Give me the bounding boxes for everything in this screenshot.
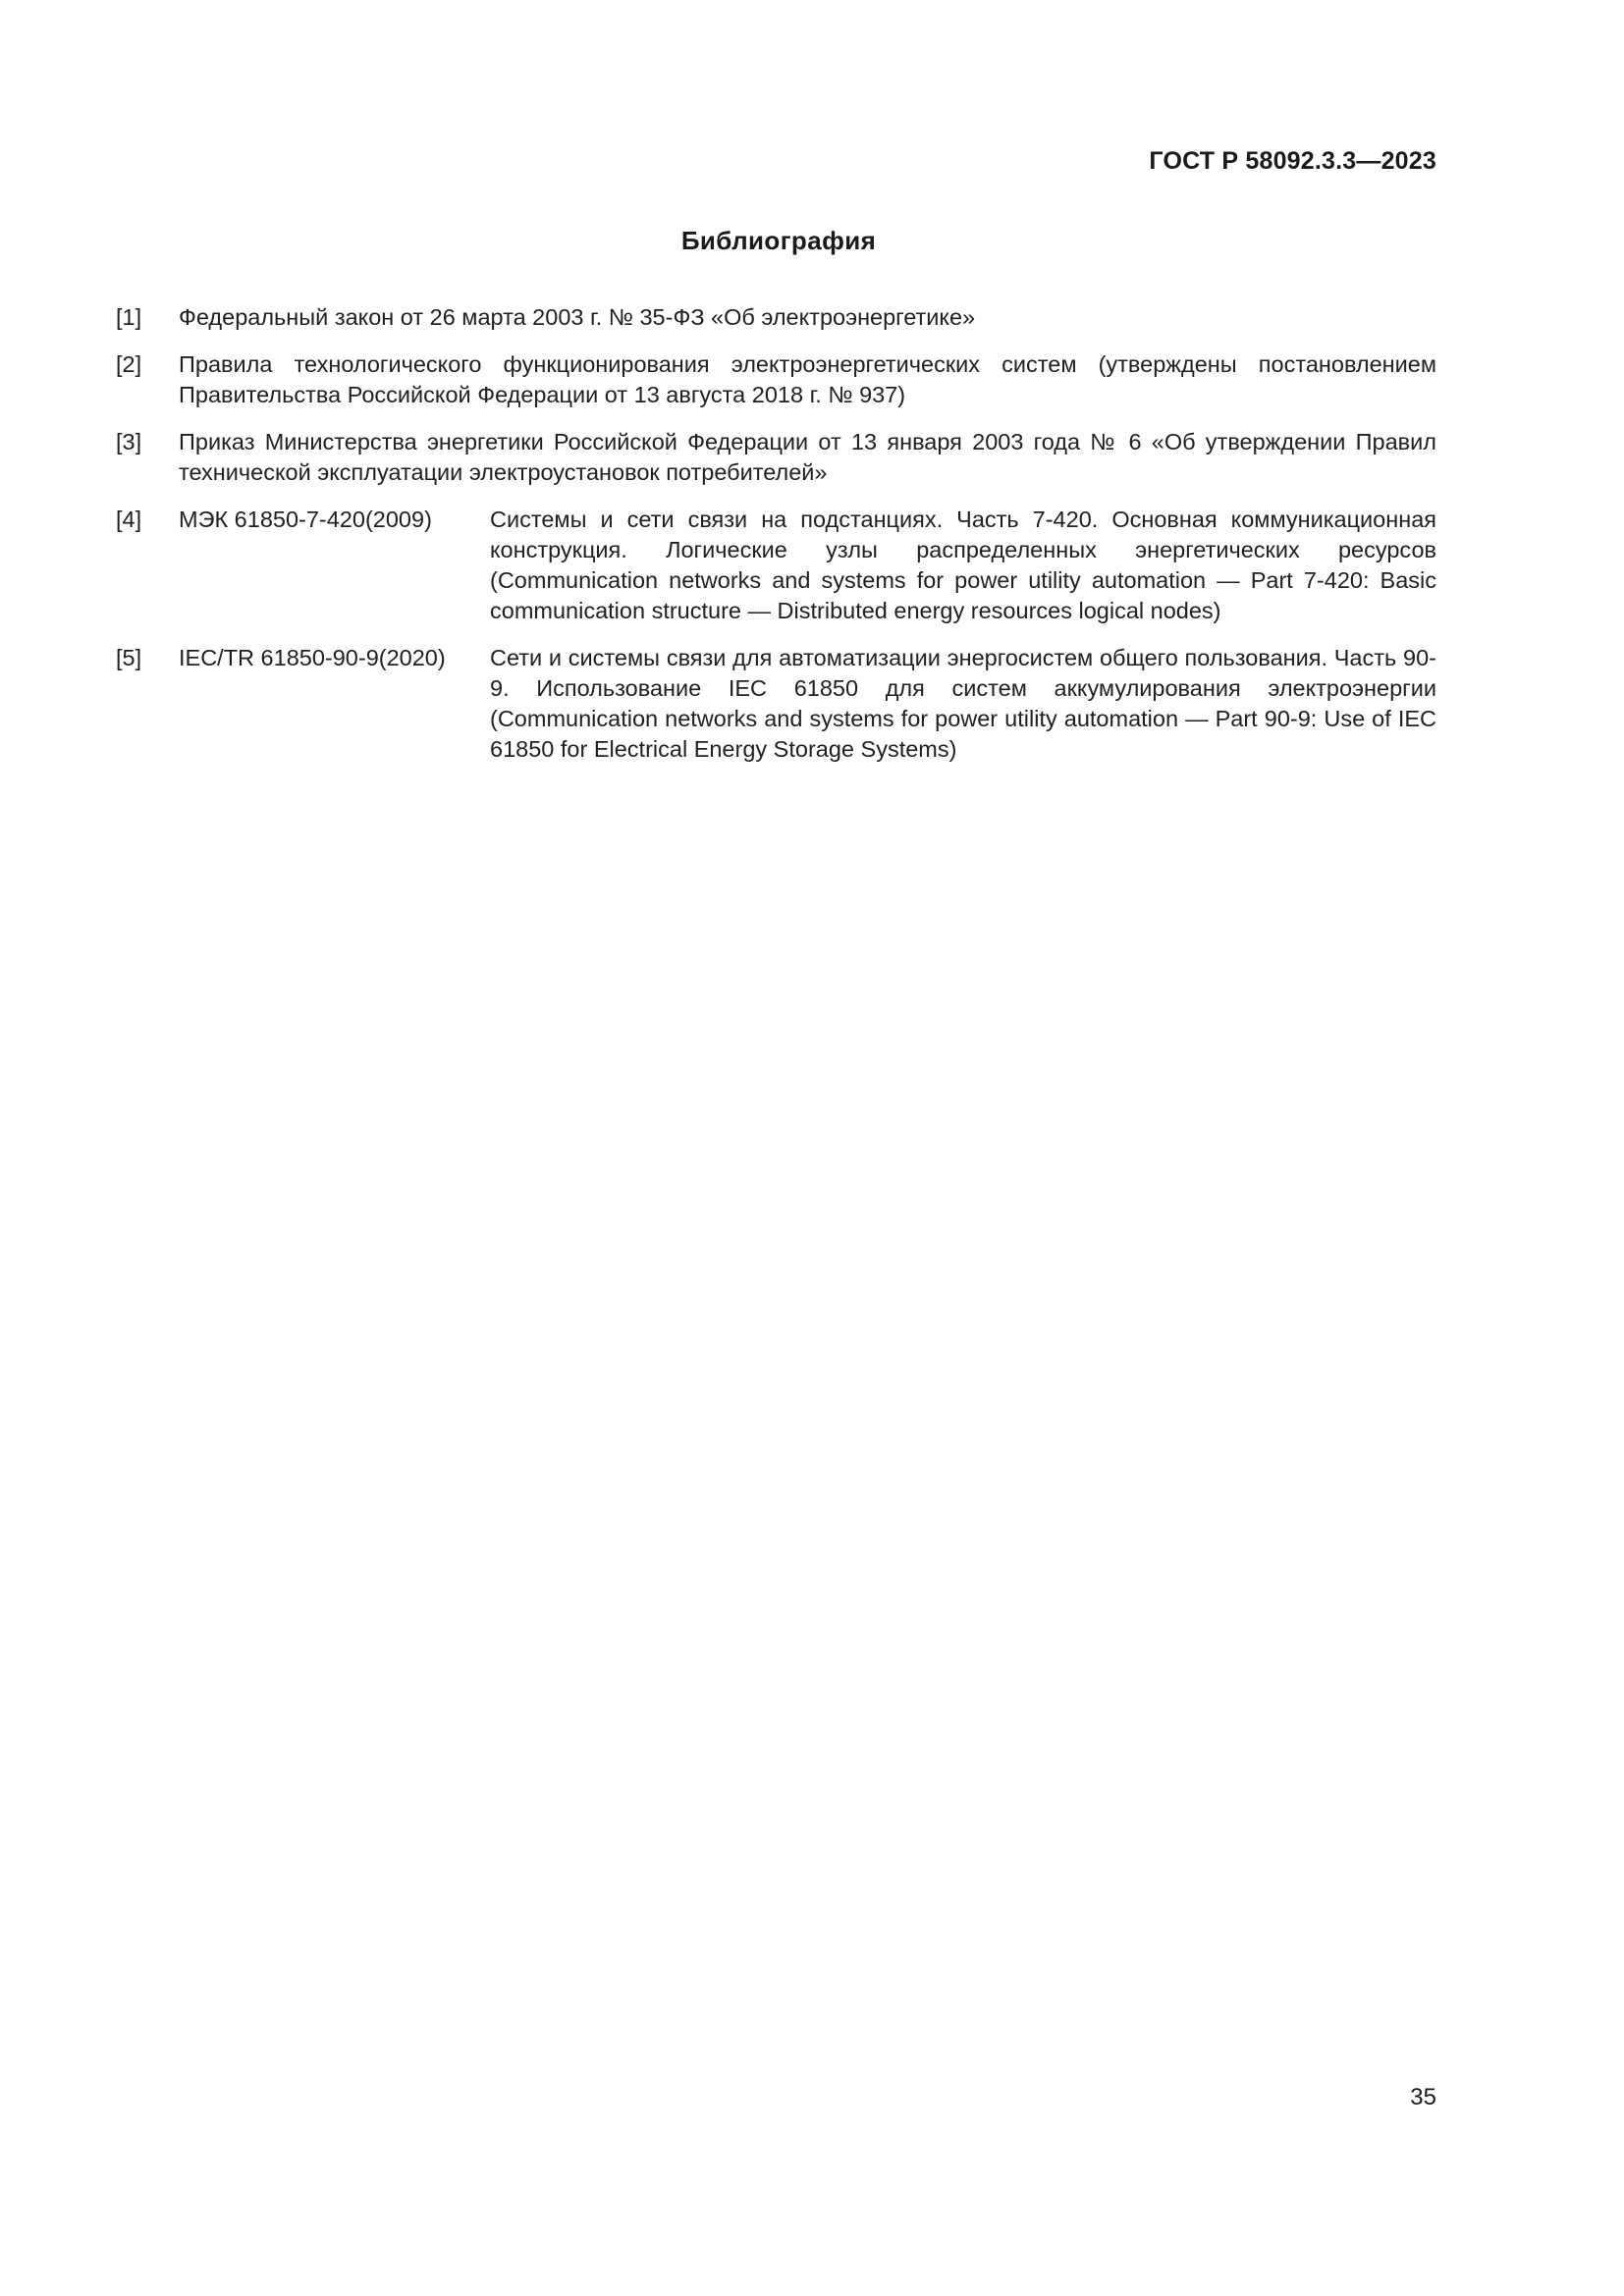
bibliography-list — [116, 302, 1436, 781]
reference-text: Приказ Министерства энергетики Российской Федерации от 13 января 2003 года № 6 «Об утверждении Правил технической эксплуатации электроустановок потребителей» — [179, 429, 1436, 485]
bibliography-item — [116, 643, 1436, 765]
bibliography-item — [116, 505, 1436, 626]
reference-text: Правила технологического функционирования электроэнергетических систем (утверждены постановлением Правительства Российской Федерации от 13 августа 2018 г. № 937) — [179, 351, 1436, 407]
reference-number: [4] — [116, 507, 142, 532]
bibliography-item — [116, 349, 1436, 410]
reference-number: [3] — [116, 429, 142, 454]
standard-code: МЭК 61850-7-420(2009) — [179, 507, 432, 532]
document-code: ГОСТ Р 58092.3.3—2023 — [1149, 147, 1436, 175]
page-title: Библиография — [680, 226, 877, 255]
reference-number: [5] — [116, 645, 142, 670]
bibliography-item — [116, 302, 1436, 333]
bibliography-item — [116, 427, 1436, 488]
reference-text: Федеральный закон от 26 марта 2003 г. № 35-ФЗ «Об электроэнергетике» — [179, 304, 976, 330]
reference-text: Сети и системы связи для автоматизации энергосистем общего пользования. Часть 90-9. Использование IEC 61850 для систем аккумулирования электроэнергии (Communication networks and systems for power utility automation — Part 90-9: Use of IEC 61850 for Electrical Energy Storage Systems) — [490, 645, 1436, 762]
reference-number: [1] — [116, 304, 142, 330]
reference-text: Системы и сети связи на подстанциях. Часть 7-420. Основная коммуникационная конструкция. Логические узлы распределенных энергетических ресурсов (Communication networks and systems for power utility automation — Part 7-420: Basic communication structure — Distributed energy resources logical nodes) — [490, 507, 1436, 623]
standard-code: IEC/TR 61850-90-9(2020) — [179, 645, 446, 670]
reference-number: [2] — [116, 351, 142, 377]
page-number: 35 — [1410, 2084, 1436, 2110]
